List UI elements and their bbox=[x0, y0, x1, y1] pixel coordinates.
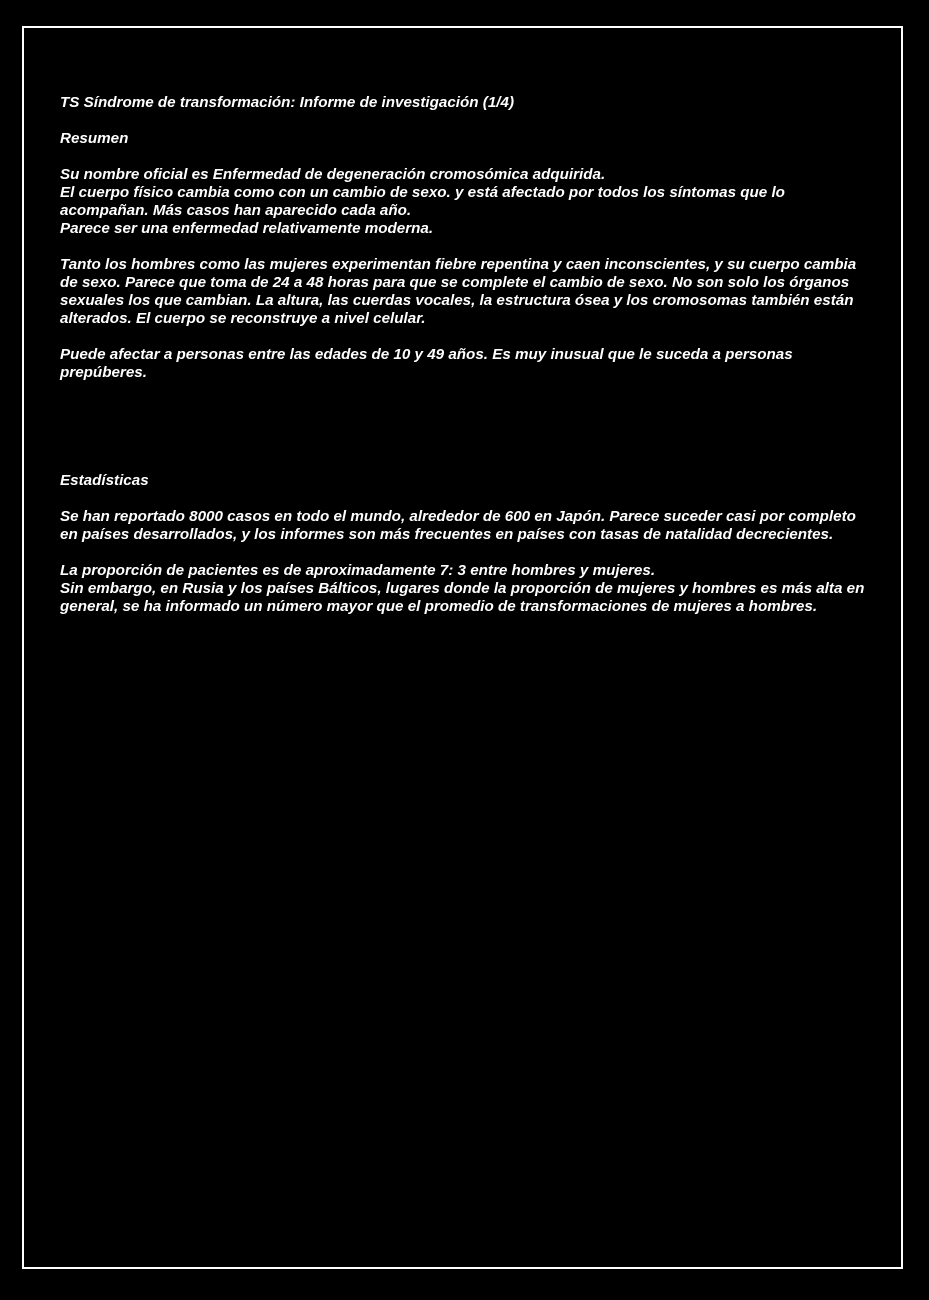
estadisticas-line: Sin embargo, en Rusia y los países Bálticos, lugares donde la proporción de mujeres y hombres es más alta en general, se ha informado un número mayor que el promedio de transformaciones de mujeres a hombres. bbox=[60, 580, 865, 615]
spacer bbox=[60, 544, 875, 562]
document-body bbox=[60, 94, 875, 616]
section-heading-resumen: Resumen bbox=[60, 130, 129, 147]
document-title: TS Síndrome de transformación: Informe de investigación (1/4) bbox=[60, 94, 515, 111]
resumen-line: Su nombre oficial es Enfermedad de degeneración cromosómica adquirida. bbox=[60, 166, 606, 183]
spacer bbox=[60, 490, 875, 508]
spacer bbox=[60, 148, 875, 166]
spacer bbox=[60, 112, 875, 130]
estadisticas-paragraph-2 bbox=[60, 562, 875, 616]
spacer bbox=[60, 238, 875, 256]
estadisticas-paragraph-1: Se han reportado 8000 casos en todo el mundo, alrededor de 600 en Japón. Parece suceder casi por completo en países desarrollados, y los informes son más frecuentes en países con tasas de natalidad decrecientes. bbox=[60, 508, 856, 543]
estadisticas-line: La proporción de pacientes es de aproximadamente 7: 3 entre hombres y mujeres. bbox=[60, 562, 656, 579]
resumen-line: El cuerpo físico cambia como con un cambio de sexo. y está afectado por todos los síntomas que lo acompañan. Más casos han aparecido cada año. bbox=[60, 184, 785, 219]
spacer bbox=[60, 382, 875, 472]
resumen-line: Parece ser una enfermedad relativamente moderna. bbox=[60, 220, 434, 237]
spacer bbox=[60, 328, 875, 346]
resumen-paragraph-3: Puede afectar a personas entre las edades de 10 y 49 años. Es muy inusual que le suceda a personas prepúberes. bbox=[60, 346, 793, 381]
section-heading-estadisticas: Estadísticas bbox=[60, 472, 149, 489]
resumen-paragraph-1 bbox=[60, 166, 875, 238]
resumen-paragraph-2: Tanto los hombres como las mujeres experimentan fiebre repentina y caen inconscientes, y su cuerpo cambia de sexo. Parece que toma de 24 a 48 horas para que se complete el cambio de sexo. No son solo los órganos sexuales los que cambian. La altura, las cuerdas vocales, la estructura ósea y los cromosomas también están alterados. El cuerpo se reconstruye a nivel celular. bbox=[60, 256, 857, 327]
